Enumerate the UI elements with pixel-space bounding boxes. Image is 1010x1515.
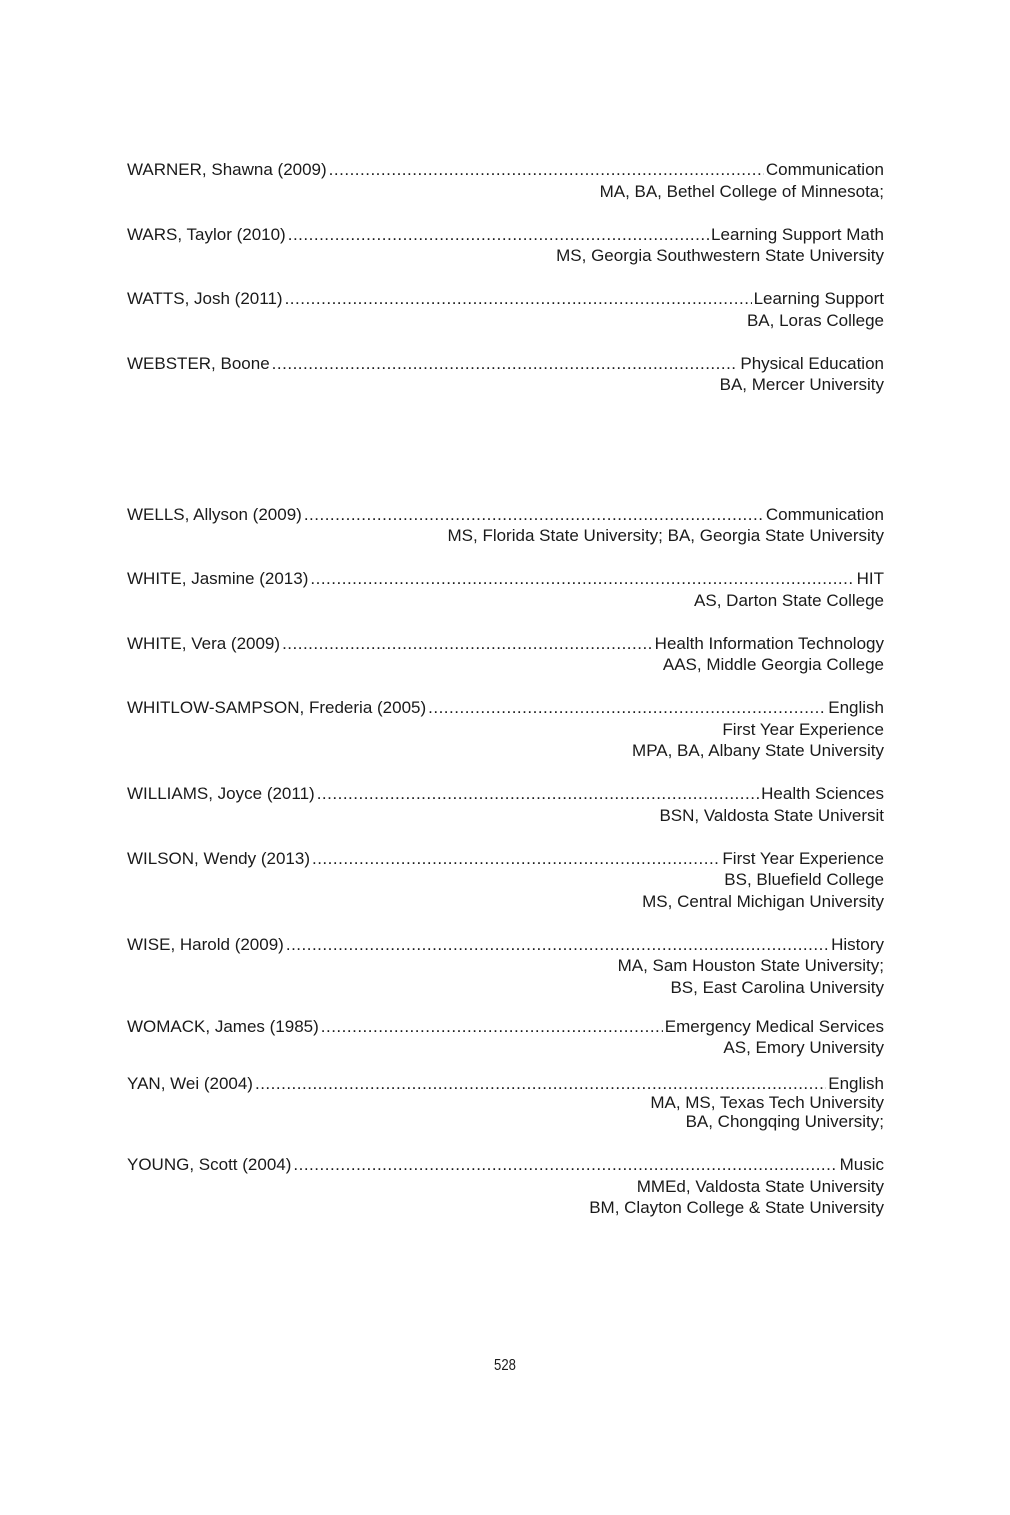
dot-leader — [312, 848, 720, 870]
dot-leader — [285, 288, 752, 310]
faculty-entry — [127, 783, 884, 826]
faculty-credential: AS, Darton State College — [694, 590, 884, 610]
faculty-credential: MPA, BA, Albany State University — [632, 741, 884, 760]
dot-leader — [317, 783, 759, 805]
faculty-entry — [127, 504, 884, 547]
dot-leader — [310, 568, 854, 590]
faculty-credential: MS, Georgia Southwestern State University — [556, 246, 884, 265]
faculty-department: English — [828, 1073, 884, 1093]
faculty-department: First Year Experience — [722, 848, 884, 868]
faculty-name: WHITLOW-SAMPSON, Frederia (2005) — [127, 698, 427, 717]
faculty-name: WATTS, Josh (2011) — [127, 289, 283, 308]
faculty-name: WHITE, Jasmine (2013) — [127, 569, 309, 588]
faculty-department: History — [831, 934, 884, 954]
faculty-entry — [127, 159, 884, 202]
faculty-credential: AS, Emory University — [723, 1037, 884, 1057]
faculty-name: WILSON, Wendy (2013) — [127, 848, 310, 868]
faculty-entry — [127, 697, 884, 762]
faculty-department: Health Information Technology — [654, 633, 884, 653]
faculty-name: WARNER, Shawna (2009) — [127, 160, 327, 179]
faculty-department: HIT — [856, 569, 884, 588]
faculty-entry — [127, 1016, 884, 1057]
faculty-credential: First Year Experience — [722, 719, 884, 739]
dot-leader — [304, 504, 764, 526]
faculty-credential: BS, Bluefield College — [724, 870, 884, 889]
faculty-name: YOUNG, Scott (2004) — [127, 1155, 292, 1174]
faculty-department: Emergency Medical Services — [664, 1017, 884, 1036]
faculty-department: Health Sciences — [761, 784, 884, 803]
faculty-name: WEBSTER, Boone — [127, 353, 270, 373]
faculty-department: English — [828, 698, 884, 717]
faculty-credential: MA, Sam Houston State University; — [617, 956, 884, 975]
faculty-entry — [127, 934, 884, 999]
dot-leader — [282, 633, 653, 655]
faculty-credential: MA, MS, Texas Tech University — [650, 1092, 884, 1112]
dot-leader — [255, 1074, 826, 1093]
faculty-credential: BA, Mercer University — [719, 375, 884, 394]
faculty-credential: AAS, Middle Georgia College — [662, 655, 884, 674]
faculty-entry — [127, 288, 884, 331]
faculty-entry — [127, 633, 884, 676]
faculty-name: WILLIAMS, Joyce (2011) — [127, 784, 315, 803]
faculty-entry — [127, 224, 884, 267]
dot-leader — [288, 224, 709, 246]
faculty-name: WISE, Harold (2009) — [127, 934, 284, 954]
faculty-name: YAN, Wei (2004) — [127, 1073, 253, 1093]
faculty-name: WARS, Taylor (2010) — [127, 224, 286, 244]
faculty-department: Communication — [765, 504, 884, 524]
faculty-credential: MS, Florida State University; BA, Georgia State University — [447, 526, 884, 545]
faculty-entry — [127, 848, 884, 913]
faculty-department: Physical Education — [740, 353, 884, 373]
faculty-department: Learning Support — [753, 289, 884, 308]
dot-leader — [329, 159, 764, 181]
faculty-department: Music — [839, 1155, 884, 1174]
faculty-credential: BA, Chongqing University; — [685, 1111, 884, 1131]
dot-leader — [428, 697, 826, 719]
faculty-name: WHITE, Vera (2009) — [127, 633, 281, 653]
faculty-credential: MMEd, Valdosta State University — [636, 1176, 884, 1196]
faculty-name: WELLS, Allyson (2009) — [127, 504, 302, 524]
faculty-credential: BSN, Valdosta State Universit — [659, 805, 884, 825]
faculty-credential: MS, Central Michigan University — [642, 891, 884, 911]
dot-leader — [286, 934, 829, 956]
dot-leader — [321, 1016, 663, 1038]
faculty-entry — [127, 568, 884, 611]
faculty-credential: BM, Clayton College & State University — [589, 1198, 884, 1217]
page-number: 528 — [494, 1357, 516, 1374]
faculty-department: Learning Support Math — [711, 224, 884, 244]
faculty-credential: BA, Loras College — [746, 310, 884, 330]
faculty-entry — [127, 1074, 884, 1131]
faculty-credential: BS, East Carolina University — [670, 977, 884, 997]
faculty-name: WOMACK, James (1985) — [127, 1017, 319, 1036]
faculty-credential: MA, BA, Bethel College of Minnesota; — [599, 181, 884, 201]
faculty-department: Communication — [765, 160, 884, 179]
dot-leader — [272, 353, 739, 375]
faculty-entry — [127, 353, 884, 396]
faculty-entry — [127, 1154, 884, 1219]
dot-leader — [293, 1154, 837, 1176]
